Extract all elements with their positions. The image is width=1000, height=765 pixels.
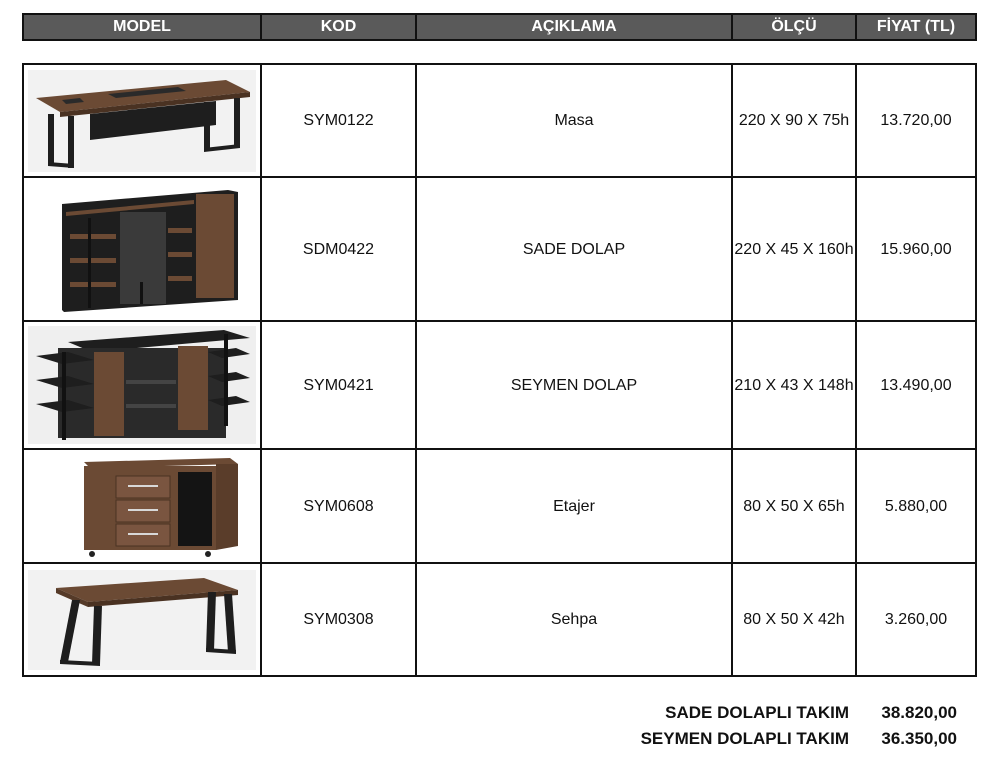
total-label: SADE DOLAPLI TAKIM xyxy=(665,703,849,722)
table-row xyxy=(24,65,975,178)
fiyat-cell: 15.960,00 xyxy=(880,240,952,258)
total-line xyxy=(641,726,957,752)
aciklama-cell: Etajer xyxy=(417,450,733,562)
olcu-cell: 80 X 50 X 65h xyxy=(733,450,857,562)
table-row xyxy=(24,564,975,675)
kod-cell: SYM0608 xyxy=(262,450,417,562)
header-aciklama: AÇIKLAMA xyxy=(417,15,733,39)
table-row xyxy=(24,450,975,564)
model-cell xyxy=(24,322,262,448)
desk-image xyxy=(28,70,256,172)
fiyat-cell: 13.720,00 xyxy=(880,112,952,129)
price-table xyxy=(22,63,977,677)
total-value: 38.820,00 xyxy=(881,703,957,722)
fiyat-cell: 5.880,00 xyxy=(884,497,948,515)
fiyat-cell: 3.260,00 xyxy=(884,611,948,628)
kod-cell: SYM0122 xyxy=(262,65,417,176)
header-kod: KOD xyxy=(262,15,417,39)
aciklama-cell: Sehpa xyxy=(417,564,733,675)
fiyat-cell: 13.490,00 xyxy=(880,376,952,394)
kod-cell: SYM0308 xyxy=(262,564,417,675)
olcu-cell: 80 X 50 X 42h xyxy=(733,564,857,675)
kod-cell: SYM0421 xyxy=(262,322,417,448)
olcu-cell: 220 X 45 X 160h xyxy=(733,178,857,320)
table-row xyxy=(24,178,975,322)
header-fiyat: FİYAT (TL) xyxy=(876,18,956,35)
kod-cell: SDM0422 xyxy=(262,178,417,320)
coffee-table-image xyxy=(28,570,256,670)
header-model: MODEL xyxy=(24,15,262,39)
olcu-cell: 220 X 90 X 75h xyxy=(733,65,857,176)
total-label: SEYMEN DOLAPLI TAKIM xyxy=(640,729,849,748)
table-header xyxy=(22,13,977,41)
aciklama-cell: SEYMEN DOLAP xyxy=(417,322,733,448)
drawer-unit-image xyxy=(28,454,256,558)
model-cell xyxy=(24,564,262,675)
total-line xyxy=(641,700,957,726)
table-row xyxy=(24,322,975,450)
totals-block xyxy=(641,700,957,752)
header-olcu: ÖLÇÜ xyxy=(733,15,857,39)
model-cell xyxy=(24,450,262,562)
wall-cabinet-image xyxy=(28,182,256,316)
shelf-cabinet-image xyxy=(28,326,256,444)
model-cell xyxy=(24,178,262,320)
model-cell xyxy=(24,65,262,176)
aciklama-cell: Masa xyxy=(417,65,733,176)
aciklama-cell: SADE DOLAP xyxy=(417,178,733,320)
olcu-cell: 210 X 43 X 148h xyxy=(733,322,857,448)
total-value: 36.350,00 xyxy=(881,729,957,748)
